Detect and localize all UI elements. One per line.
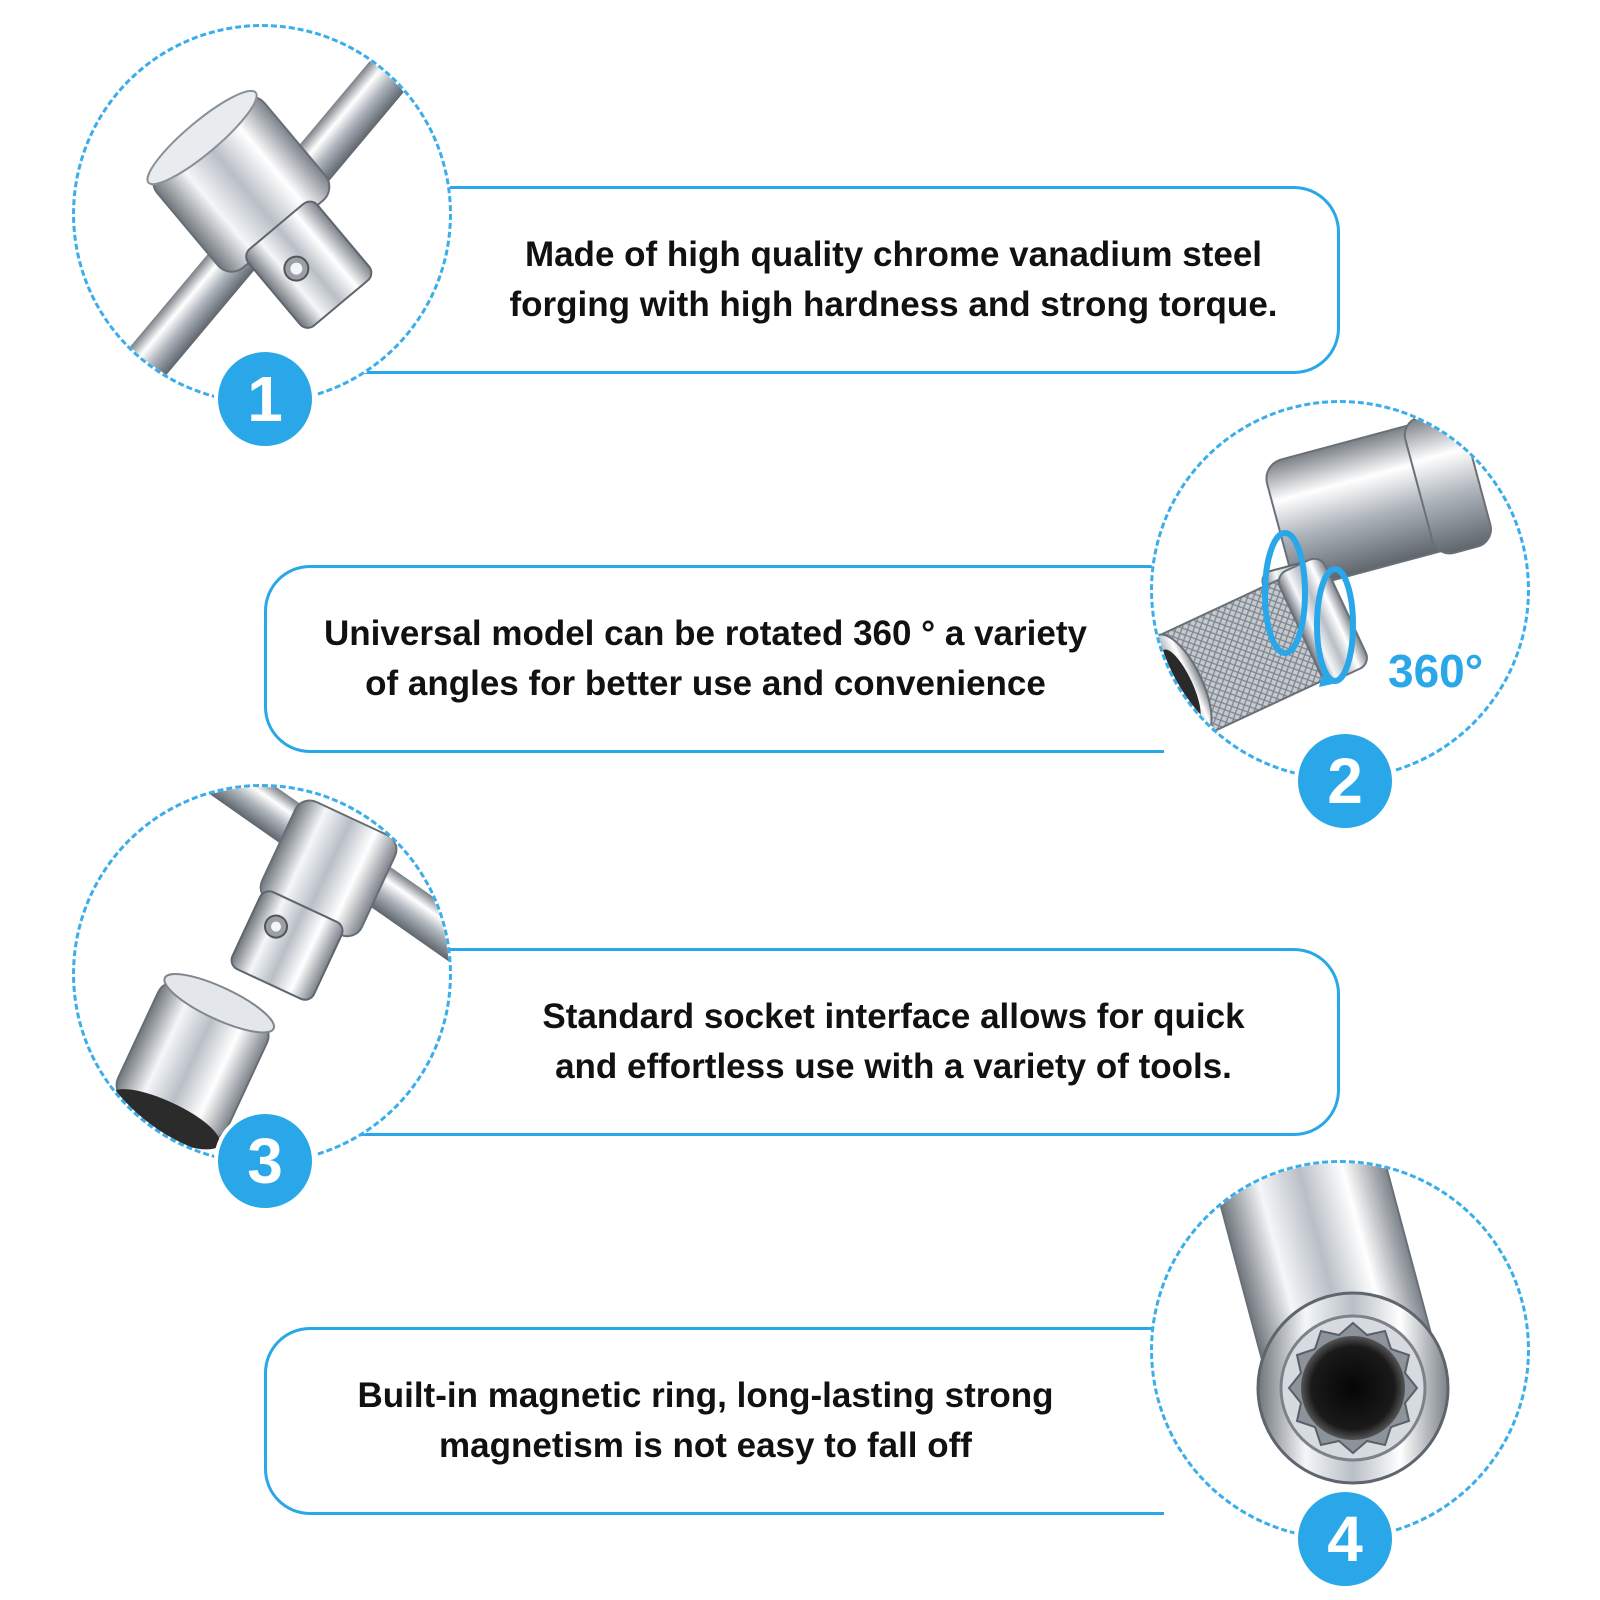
feature-2-description — [324, 609, 1107, 709]
feature-4-number-badge: 4 — [1294, 1488, 1396, 1590]
feature-4-line-2: magnetism is not easy to fall off — [439, 1426, 972, 1465]
feature-2-line-2: of angles for better use and convenience — [365, 664, 1046, 703]
rotation-360-label: 360° — [1388, 645, 1484, 697]
feature-4-line-1: Built-in magnetic ring, long-lasting strong — [357, 1376, 1054, 1415]
feature-2-number-badge: 2 — [1294, 730, 1396, 832]
t-bar-with-socket-image — [72, 784, 452, 1164]
feature-1-line-2: forging with high hardness and strong torque. — [509, 285, 1278, 324]
magnetic-spark-plug-socket-image — [1150, 1160, 1530, 1540]
feature-2-text-box — [264, 565, 1164, 753]
feature-3-line-2: and effortless use with a variety of tools. — [555, 1047, 1232, 1086]
feature-4-description — [357, 1371, 1073, 1471]
feature-3-line-1: Standard socket interface allows for quick — [542, 997, 1245, 1036]
feature-3-number-badge: 3 — [214, 1110, 316, 1212]
feature-3-text-box — [360, 948, 1340, 1136]
feature-3-description — [452, 992, 1244, 1092]
feature-1-line-1: Made of high quality chrome vanadium steel — [524, 235, 1263, 274]
feature-1-text-box — [360, 186, 1340, 374]
feature-2-line-1: Universal model can be rotated 360 ° a variety — [324, 614, 1087, 653]
feature-1-description — [419, 230, 1277, 330]
feature-4-text-box — [264, 1327, 1164, 1515]
universal-joint-socket-image — [1150, 400, 1530, 780]
sliding-t-bar-adapter-image — [72, 24, 452, 404]
feature-1-number-badge: 1 — [214, 348, 316, 450]
